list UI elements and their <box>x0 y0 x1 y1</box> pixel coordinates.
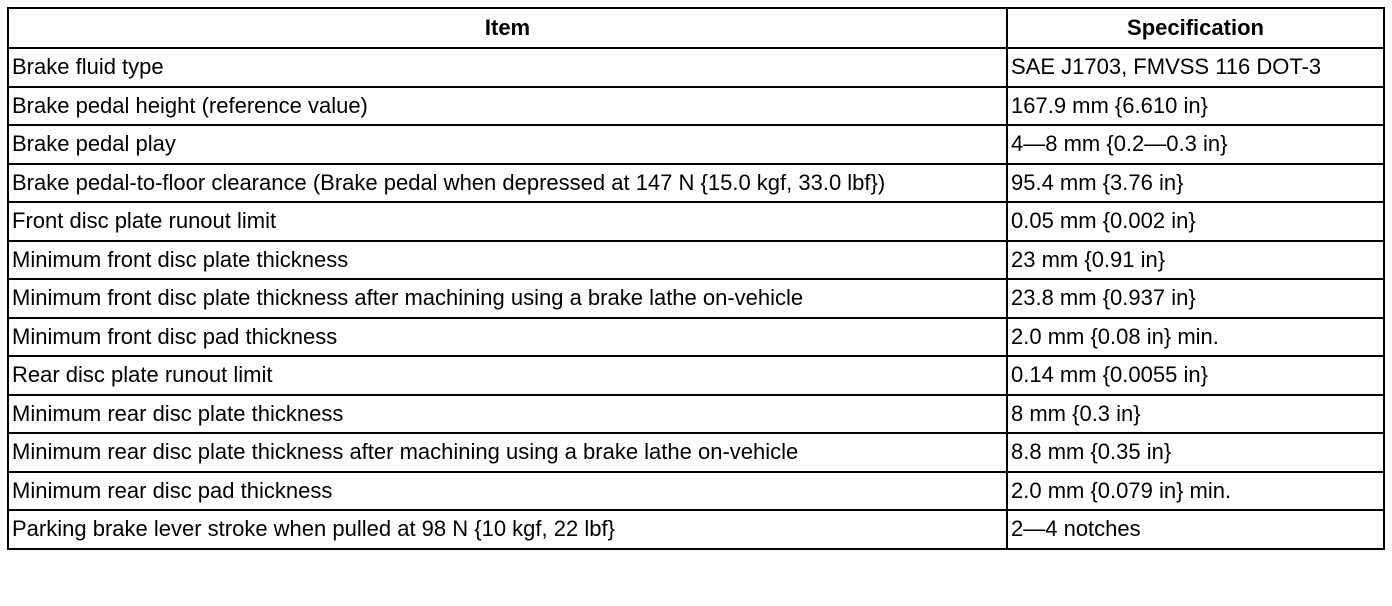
specification-cell: 2—4 notches <box>1007 510 1384 549</box>
table-row <box>8 279 1384 318</box>
item-cell: Parking brake lever stroke when pulled at 98 N {10 kgf, 22 lbf} <box>8 510 1007 549</box>
specification-cell: 0.14 mm {0.0055 in} <box>1007 356 1384 395</box>
table-row <box>8 241 1384 280</box>
item-cell: Minimum rear disc pad thickness <box>8 472 1007 511</box>
table-row <box>8 87 1384 126</box>
table-row <box>8 395 1384 434</box>
item-cell: Front disc plate runout limit <box>8 202 1007 241</box>
specification-cell: 2.0 mm {0.08 in} min. <box>1007 318 1384 357</box>
table-row <box>8 356 1384 395</box>
table-header-row <box>8 8 1384 48</box>
specification-cell: 0.05 mm {0.002 in} <box>1007 202 1384 241</box>
table-row <box>8 318 1384 357</box>
item-cell: Minimum rear disc plate thickness <box>8 395 1007 434</box>
specification-cell: 2.0 mm {0.079 in} min. <box>1007 472 1384 511</box>
header-specification: Specification <box>1007 8 1384 48</box>
item-cell: Minimum front disc plate thickness <box>8 241 1007 280</box>
specification-cell: 8.8 mm {0.35 in} <box>1007 433 1384 472</box>
table-row <box>8 48 1384 87</box>
item-cell: Brake pedal-to-floor clearance (Brake pedal when depressed at 147 N {15.0 kgf, 33.0 lbf}) <box>8 164 1007 203</box>
specification-cell: SAE J1703, FMVSS 116 DOT-3 <box>1007 48 1384 87</box>
specification-cell: 4—8 mm {0.2—0.3 in} <box>1007 125 1384 164</box>
table-row <box>8 125 1384 164</box>
item-cell: Rear disc plate runout limit <box>8 356 1007 395</box>
item-cell: Brake pedal height (reference value) <box>8 87 1007 126</box>
item-cell: Brake pedal play <box>8 125 1007 164</box>
item-cell: Minimum front disc pad thickness <box>8 318 1007 357</box>
specification-table <box>7 7 1385 550</box>
table-row <box>8 433 1384 472</box>
table-row <box>8 510 1384 549</box>
specification-cell: 8 mm {0.3 in} <box>1007 395 1384 434</box>
item-cell: Brake fluid type <box>8 48 1007 87</box>
specification-cell: 167.9 mm {6.610 in} <box>1007 87 1384 126</box>
specification-cell: 95.4 mm {3.76 in} <box>1007 164 1384 203</box>
header-item: Item <box>8 8 1007 48</box>
specification-cell: 23.8 mm {0.937 in} <box>1007 279 1384 318</box>
table-row <box>8 202 1384 241</box>
item-cell: Minimum rear disc plate thickness after machining using a brake lathe on-vehicle <box>8 433 1007 472</box>
table-row <box>8 472 1384 511</box>
table-row <box>8 164 1384 203</box>
specification-cell: 23 mm {0.91 in} <box>1007 241 1384 280</box>
item-cell: Minimum front disc plate thickness after machining using a brake lathe on-vehicle <box>8 279 1007 318</box>
